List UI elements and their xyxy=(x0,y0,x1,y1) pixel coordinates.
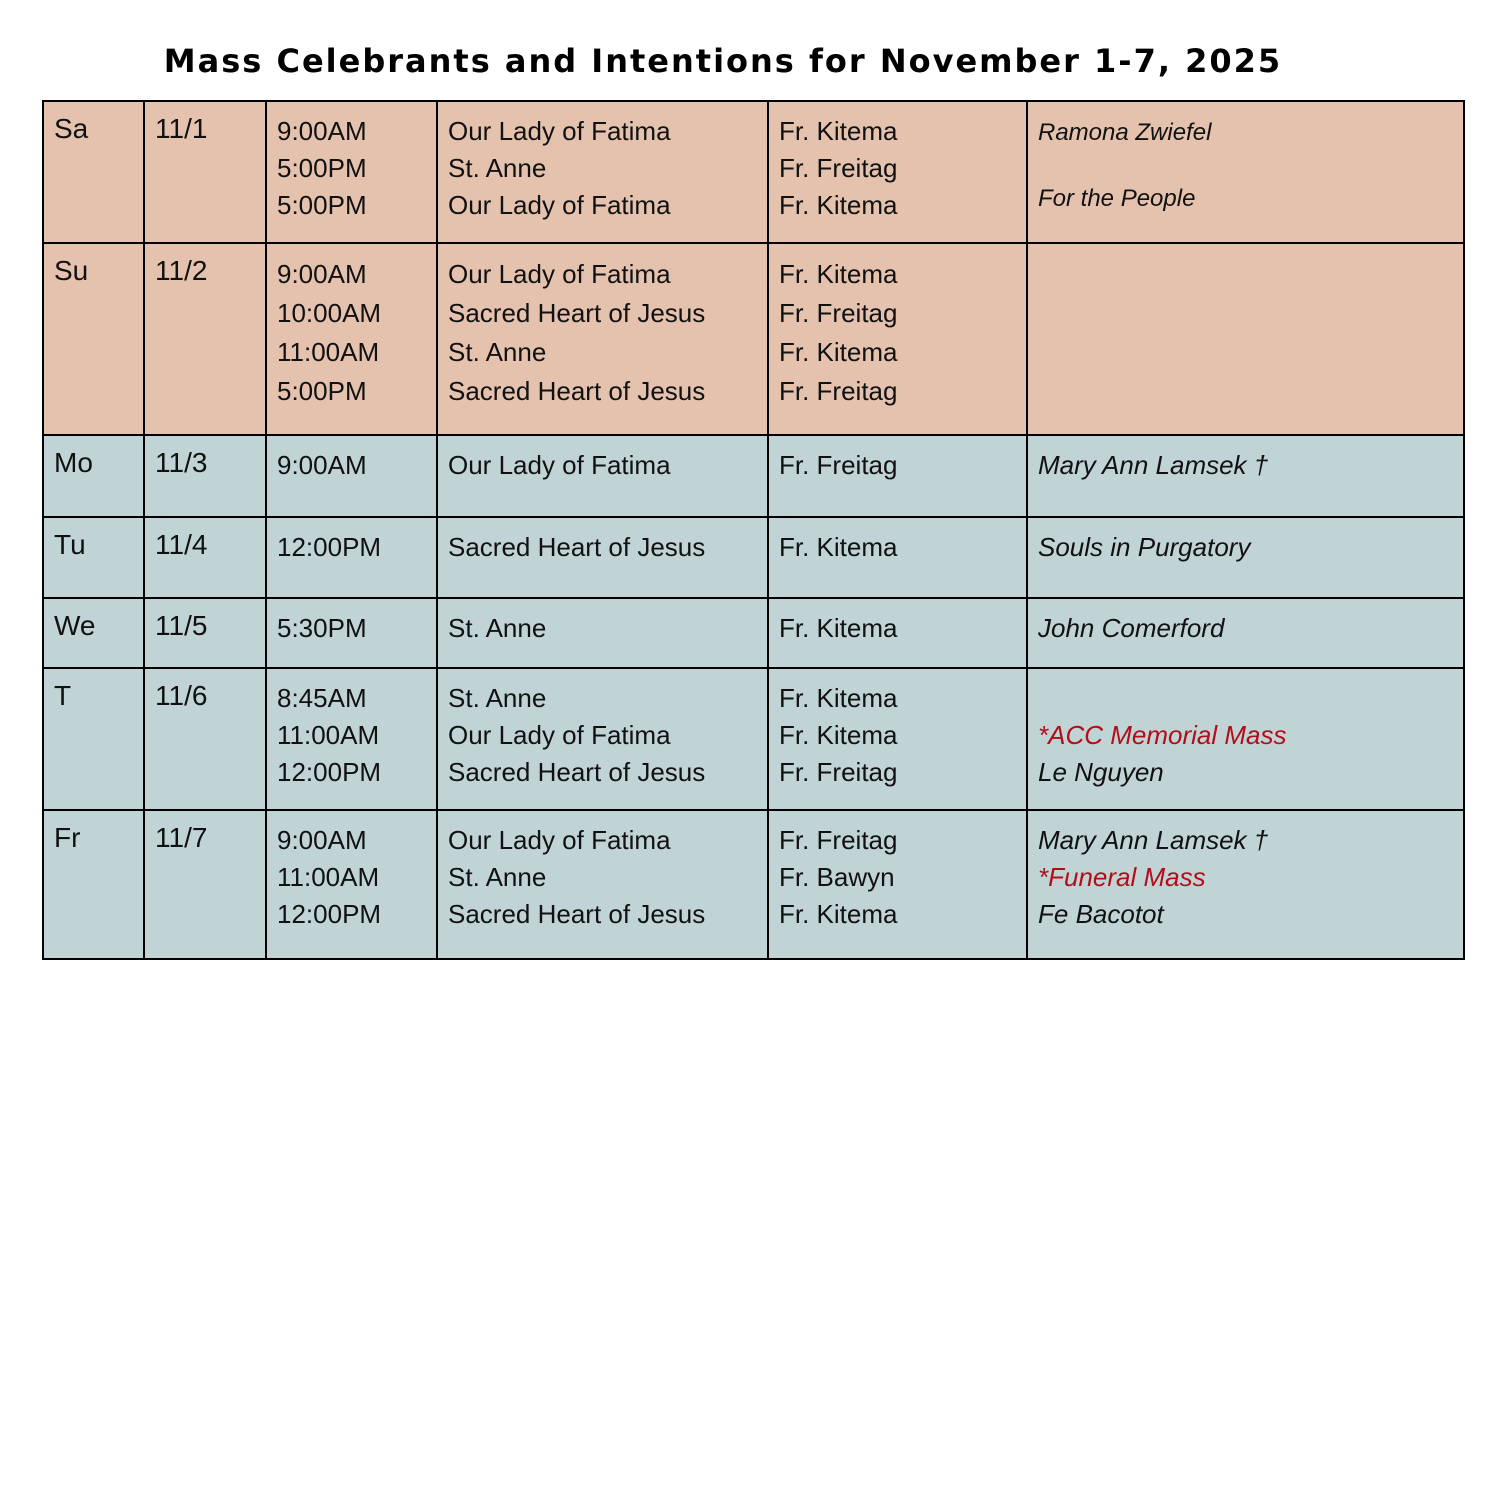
time-cell xyxy=(266,435,437,517)
celebrant-name: Fr. Freitag xyxy=(779,825,898,855)
mass-location: Our Lady of Fatima xyxy=(448,116,671,146)
time-cell xyxy=(266,243,437,435)
day-label: We xyxy=(54,610,96,641)
celebrant-cell xyxy=(768,243,1027,435)
mass-time: 5:00PM xyxy=(277,376,367,406)
mass-location: Sacred Heart of Jesus xyxy=(448,899,706,929)
location-cell xyxy=(437,435,768,517)
location-cell xyxy=(437,810,768,959)
mass-schedule-table xyxy=(42,100,1465,960)
table-row xyxy=(43,598,1464,668)
date-label: 11/6 xyxy=(155,680,208,711)
date-label: 11/7 xyxy=(155,822,208,853)
day-cell xyxy=(43,101,144,243)
celebrant-cell xyxy=(768,598,1027,668)
mass-location: St. Anne xyxy=(448,683,547,713)
day-cell xyxy=(43,517,144,598)
date-cell xyxy=(144,435,266,517)
date-cell xyxy=(144,810,266,959)
celebrant-name: Fr. Freitag xyxy=(779,757,898,787)
celebrant-name: Fr. Kitema xyxy=(779,532,898,562)
day-label: Sa xyxy=(54,113,89,144)
table-row xyxy=(43,517,1464,598)
mass-time: 5:00PM xyxy=(277,153,367,183)
table-row xyxy=(43,101,1464,243)
celebrant-name: Fr. Bawyn xyxy=(779,862,895,892)
celebrant-name: Fr. Kitema xyxy=(779,116,898,146)
intention-text: *ACC Memorial Mass xyxy=(1038,720,1287,750)
celebrant-cell xyxy=(768,810,1027,959)
page-title: Mass Celebrants and Intentions for November 1-7, 2025 xyxy=(163,42,1283,80)
date-cell xyxy=(144,668,266,810)
mass-location: Sacred Heart of Jesus xyxy=(448,376,706,406)
location-cell xyxy=(437,517,768,598)
mass-location: Our Lady of Fatima xyxy=(448,450,671,480)
intention-cell xyxy=(1027,668,1464,810)
day-cell xyxy=(43,243,144,435)
date-label: 11/4 xyxy=(155,529,208,560)
intention-text: For the People xyxy=(1038,185,1196,212)
celebrant-cell xyxy=(768,435,1027,517)
intention-cell xyxy=(1027,810,1464,959)
celebrant-name: Fr. Freitag xyxy=(779,153,898,183)
mass-location: St. Anne xyxy=(448,862,547,892)
time-cell xyxy=(266,598,437,668)
mass-time: 9:00AM xyxy=(277,259,367,289)
celebrant-name: Fr. Kitema xyxy=(779,899,898,929)
mass-location: Sacred Heart of Jesus xyxy=(448,298,706,328)
mass-time: 5:00PM xyxy=(277,190,367,220)
mass-time: 5:30PM xyxy=(277,613,367,643)
day-cell xyxy=(43,598,144,668)
celebrant-name: Fr. Kitema xyxy=(779,720,898,750)
mass-location: Our Lady of Fatima xyxy=(448,720,671,750)
celebrant-cell xyxy=(768,101,1027,243)
mass-location: Sacred Heart of Jesus xyxy=(448,532,706,562)
celebrant-name: Fr. Kitema xyxy=(779,613,898,643)
mass-time: 12:00PM xyxy=(277,757,382,787)
mass-location: Our Lady of Fatima xyxy=(448,190,671,220)
mass-location: St. Anne xyxy=(448,153,547,183)
intention-text: Mary Ann Lamsek † xyxy=(1038,450,1269,480)
mass-time: 10:00AM xyxy=(277,298,382,328)
day-cell xyxy=(43,668,144,810)
day-cell xyxy=(43,810,144,959)
mass-time: 11:00AM xyxy=(277,337,380,367)
intention-cell xyxy=(1027,243,1464,435)
intention-text: *Funeral Mass xyxy=(1038,862,1206,892)
mass-location: St. Anne xyxy=(448,337,547,367)
intention-cell xyxy=(1027,101,1464,243)
day-cell xyxy=(43,435,144,517)
date-cell xyxy=(144,598,266,668)
day-label: T xyxy=(54,680,72,711)
time-cell xyxy=(266,668,437,810)
date-cell xyxy=(144,101,266,243)
celebrant-name: Fr. Freitag xyxy=(779,450,898,480)
intention-text: Le Nguyen xyxy=(1038,757,1164,787)
mass-location: Our Lady of Fatima xyxy=(448,259,671,289)
time-cell xyxy=(266,517,437,598)
intention-text xyxy=(1038,680,1453,717)
intention-cell xyxy=(1027,598,1464,668)
day-label: Su xyxy=(54,255,89,286)
day-label: Mo xyxy=(54,447,93,478)
intention-cell xyxy=(1027,517,1464,598)
date-label: 11/5 xyxy=(155,610,208,641)
time-cell xyxy=(266,810,437,959)
table-row xyxy=(43,243,1464,435)
celebrant-name: Fr. Freitag xyxy=(779,376,898,406)
date-label: 11/3 xyxy=(155,447,208,478)
date-label: 11/2 xyxy=(155,255,208,286)
celebrant-name: Fr. Kitema xyxy=(779,259,898,289)
celebrant-name: Fr. Kitema xyxy=(779,190,898,220)
time-cell xyxy=(266,101,437,243)
location-cell xyxy=(437,598,768,668)
mass-time: 9:00AM xyxy=(277,825,367,855)
intention-text xyxy=(1038,149,1453,182)
day-label: Fr xyxy=(54,822,81,853)
mass-time: 9:00AM xyxy=(277,450,367,480)
intention-text: John Comerford xyxy=(1038,613,1225,643)
intention-text: Fe Bacotot xyxy=(1038,899,1164,929)
celebrant-cell xyxy=(768,517,1027,598)
mass-time: 8:45AM xyxy=(277,683,367,713)
celebrant-name: Fr. Kitema xyxy=(779,337,898,367)
mass-time: 11:00AM xyxy=(277,862,380,892)
mass-time: 12:00PM xyxy=(277,899,382,929)
date-label: 11/1 xyxy=(155,113,208,144)
intention-text: Mary Ann Lamsek † xyxy=(1038,825,1269,855)
mass-location: Sacred Heart of Jesus xyxy=(448,757,706,787)
table-row xyxy=(43,435,1464,517)
location-cell xyxy=(437,101,768,243)
location-cell xyxy=(437,668,768,810)
intention-cell xyxy=(1027,435,1464,517)
intention-text: Ramona Zwiefel xyxy=(1038,119,1212,146)
intention-text: Souls in Purgatory xyxy=(1038,532,1251,562)
mass-location: St. Anne xyxy=(448,613,547,643)
location-cell xyxy=(437,243,768,435)
table-row xyxy=(43,668,1464,810)
table-row xyxy=(43,810,1464,959)
mass-time: 9:00AM xyxy=(277,116,367,146)
mass-location: Our Lady of Fatima xyxy=(448,825,671,855)
day-label: Tu xyxy=(54,529,86,560)
celebrant-name: Fr. Freitag xyxy=(779,298,898,328)
mass-time: 12:00PM xyxy=(277,532,382,562)
celebrant-name: Fr. Kitema xyxy=(779,683,898,713)
date-cell xyxy=(144,517,266,598)
celebrant-cell xyxy=(768,668,1027,810)
mass-time: 11:00AM xyxy=(277,720,380,750)
date-cell xyxy=(144,243,266,435)
